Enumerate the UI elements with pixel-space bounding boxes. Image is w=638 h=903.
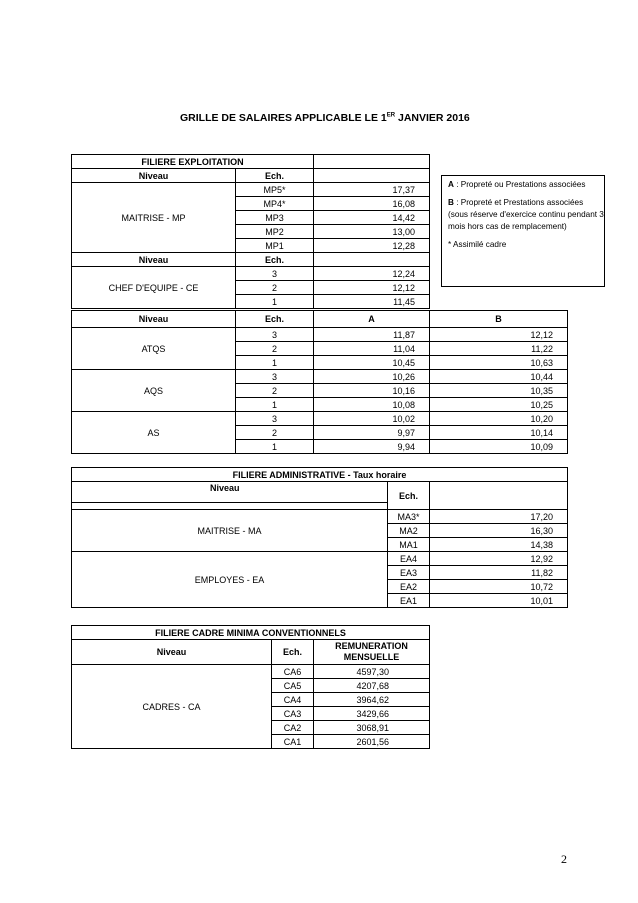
value-cell: 12,12 [314, 281, 430, 295]
ech-cell: CA3 [272, 707, 314, 721]
exploitation-table-bottom [71, 310, 568, 454]
value-cell: 3429,66 [314, 707, 430, 721]
col-niveau: Niveau [72, 640, 272, 665]
value-cell: 14,38 [430, 538, 568, 552]
exploitation-title: FILIERE EXPLOITATION [72, 155, 314, 169]
value-cell: 16,30 [430, 524, 568, 538]
table-row [72, 665, 430, 679]
cadre-title: FILIERE CADRE MINIMA CONVENTIONNELS [72, 626, 430, 640]
ech-cell: MA3* [388, 510, 430, 524]
value-a-cell: 10,16 [314, 384, 430, 398]
value-b-cell: 10,09 [430, 440, 568, 454]
ech-cell: MP2 [236, 225, 314, 239]
legend-b [448, 197, 604, 233]
ech-cell: 3 [236, 328, 314, 342]
ech-cell: 2 [236, 281, 314, 295]
col-ech: Ech. [388, 482, 430, 510]
value-a-cell: 11,87 [314, 328, 430, 342]
value-a-cell: 9,94 [314, 440, 430, 454]
value-cell: 13,00 [314, 225, 430, 239]
ech-cell: 2 [236, 342, 314, 356]
page-number: 2 [561, 852, 567, 866]
col-niveau: Niveau [72, 311, 236, 328]
legend-b-text: : Propreté et Prestations associées (sous réserve d'exercice continu pendant 3 mois hors cas de remplacement) [448, 198, 604, 231]
legend-box [441, 175, 605, 287]
title-superscript: ER [386, 112, 396, 119]
ech-cell: MP4* [236, 197, 314, 211]
value-cell: 11,45 [314, 295, 430, 309]
value-b-cell: 10,25 [430, 398, 568, 412]
value-b-cell: 10,44 [430, 370, 568, 384]
ech-cell: EA1 [388, 594, 430, 608]
ech-cell: CA6 [272, 665, 314, 679]
value-cell: 12,28 [314, 239, 430, 253]
ech-cell: 1 [236, 356, 314, 370]
value-a-cell: 10,02 [314, 412, 430, 426]
table-row [72, 412, 568, 426]
value-cell: 10,01 [430, 594, 568, 608]
col-b: B [430, 311, 568, 328]
ech-cell: MA2 [388, 524, 430, 538]
ech-cell: CA1 [272, 735, 314, 749]
value-a-cell: 10,26 [314, 370, 430, 384]
ech-cell: 2 [236, 384, 314, 398]
value-cell: 16,08 [314, 197, 430, 211]
ech-cell: MP1 [236, 239, 314, 253]
exploitation-table-top [71, 154, 430, 309]
ech-cell: MP3 [236, 211, 314, 225]
cadres-ca-label: CADRES - CA [72, 665, 272, 749]
ech-cell: 3 [236, 267, 314, 281]
aqs-label: AQS [72, 370, 236, 412]
table-row [72, 552, 568, 566]
employes-ea-label: EMPLOYES - EA [72, 552, 388, 608]
value-cell: 12,24 [314, 267, 430, 281]
as-label: AS [72, 412, 236, 454]
ech-cell: 3 [236, 412, 314, 426]
value-cell: 14,42 [314, 211, 430, 225]
ech-cell: CA4 [272, 693, 314, 707]
value-cell: 12,92 [430, 552, 568, 566]
col-ech: Ech. [236, 169, 314, 183]
value-b-cell: 10,20 [430, 412, 568, 426]
table-row [72, 328, 568, 342]
value-cell: 3964,62 [314, 693, 430, 707]
value-cell: 10,72 [430, 580, 568, 594]
col-ech: Ech. [236, 311, 314, 328]
maitrise-mp-label: MAITRISE - MP [72, 183, 236, 253]
ech-cell: 1 [236, 295, 314, 309]
col-ech: Ech. [272, 640, 314, 665]
value-cell: 3068,91 [314, 721, 430, 735]
ech-cell: EA4 [388, 552, 430, 566]
ech-cell: CA5 [272, 679, 314, 693]
atqs-label: ATQS [72, 328, 236, 370]
table-row [72, 267, 430, 281]
value-b-cell: 10,35 [430, 384, 568, 398]
value-a-cell: 10,45 [314, 356, 430, 370]
value-cell: 2601,56 [314, 735, 430, 749]
ech-cell: 1 [236, 398, 314, 412]
col-niveau: Niveau [72, 253, 236, 267]
ech-cell: 2 [236, 426, 314, 440]
col-ech: Ech. [236, 253, 314, 267]
legend-star: * Assimilé cadre [448, 240, 507, 249]
page-title [180, 112, 470, 124]
maitrise-ma-label: MAITRISE - MA [72, 510, 388, 552]
table-row [72, 510, 568, 524]
value-b-cell: 11,22 [430, 342, 568, 356]
col-niveau: Niveau [72, 482, 388, 503]
value-a-cell: 10,08 [314, 398, 430, 412]
administrative-title: FILIERE ADMINISTRATIVE - Taux horaire [72, 468, 568, 482]
value-a-cell: 11,04 [314, 342, 430, 356]
value-cell: 17,20 [430, 510, 568, 524]
administrative-table [71, 467, 568, 608]
col-remuneration: REMUNERATION MENSUELLE [314, 640, 430, 665]
legend-b-key: B [448, 198, 454, 207]
table-row [72, 370, 568, 384]
title-text: GRILLE DE SALAIRES APPLICABLE LE 1 [180, 112, 387, 124]
value-b-cell: 10,63 [430, 356, 568, 370]
cadre-table [71, 625, 430, 749]
ech-cell: EA2 [388, 580, 430, 594]
title-suffix: JANVIER 2016 [395, 112, 470, 124]
value-cell: 11,82 [430, 566, 568, 580]
value-b-cell: 12,12 [430, 328, 568, 342]
ech-cell: EA3 [388, 566, 430, 580]
ech-cell: MP5* [236, 183, 314, 197]
value-cell: 17,37 [314, 183, 430, 197]
ech-cell: 3 [236, 370, 314, 384]
ech-cell: CA2 [272, 721, 314, 735]
col-niveau: Niveau [72, 169, 236, 183]
col-a: A [314, 311, 430, 328]
value-b-cell: 10,14 [430, 426, 568, 440]
ech-cell: MA1 [388, 538, 430, 552]
legend-a-text: : Propreté ou Prestations associées [453, 180, 586, 189]
chef-equipe-label: CHEF D'EQUIPE - CE [72, 267, 236, 309]
legend-a [448, 179, 604, 191]
table-row [72, 183, 430, 197]
legend-a-key: A [448, 180, 454, 189]
ech-cell: 1 [236, 440, 314, 454]
value-a-cell: 9,97 [314, 426, 430, 440]
value-cell: 4597,30 [314, 665, 430, 679]
value-cell: 4207,68 [314, 679, 430, 693]
